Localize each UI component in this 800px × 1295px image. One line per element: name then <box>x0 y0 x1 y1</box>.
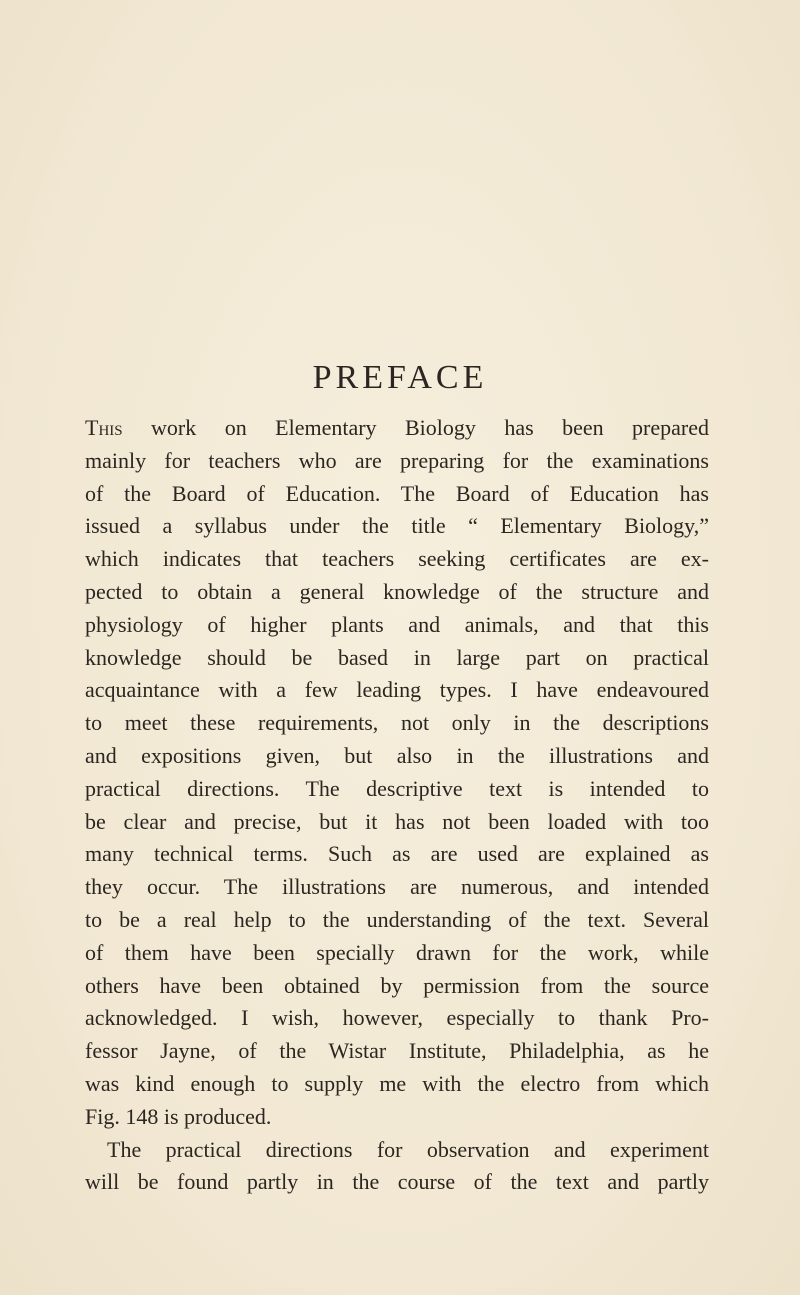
text-line: many technical terms. Such as are used are explained as <box>85 841 709 867</box>
text-line: fessor Jayne, of the Wistar Institute, Philadelphia, as he <box>85 1038 709 1064</box>
text-line: pected to obtain a general knowledge of the structure and <box>85 578 709 604</box>
text-line: The practical directions for observation and experiment <box>107 1136 709 1162</box>
text-line: physiology of higher plants and animals, and that this <box>85 611 709 637</box>
preface-paragraph-2 <box>85 1134 709 1200</box>
preface-paragraph-1 <box>85 412 709 1134</box>
text-line: they occur. The illustrations are numerous, and intended <box>85 874 709 900</box>
text-line: and expositions given, but also in the illustrations and <box>85 742 709 768</box>
text-line: issued a syllabus under the title “ Elementary Biology,” <box>85 513 709 539</box>
text-line: of them have been specially drawn for the work, while <box>85 939 709 965</box>
text-line: be clear and precise, but it has not been loaded with too <box>85 808 709 834</box>
text-line: mainly for teachers who are preparing for the examinations <box>85 447 709 473</box>
text-line: acknowledged. I wish, however, especially to thank Pro- <box>85 1005 709 1031</box>
text-line: practical directions. The descriptive text is intended to <box>85 775 709 801</box>
page-title: PREFACE <box>312 359 488 396</box>
text-line: This work on Elementary Biology has been prepared <box>85 415 709 440</box>
text-line: to be a real help to the understanding of the text. Several <box>85 906 709 932</box>
text-line: acquaintance with a few leading types. I have endeavoured <box>85 677 709 703</box>
text-line: was kind enough to supply me with the electro from which <box>85 1070 709 1096</box>
text-line: Fig. 148 is produced. <box>85 1103 272 1129</box>
text-line: will be found partly in the course of the text and partly <box>85 1169 709 1195</box>
text-line: which indicates that teachers seeking certificates are ex- <box>85 546 709 572</box>
opening-word: This <box>85 415 123 440</box>
text-line: others have been obtained by permission from the source <box>85 972 709 998</box>
text-line: to meet these requirements, not only in the descriptions <box>85 710 709 736</box>
text-line: of the Board of Education. The Board of Education has <box>85 480 709 506</box>
text-line: knowledge should be based in large part on practical <box>85 644 709 670</box>
